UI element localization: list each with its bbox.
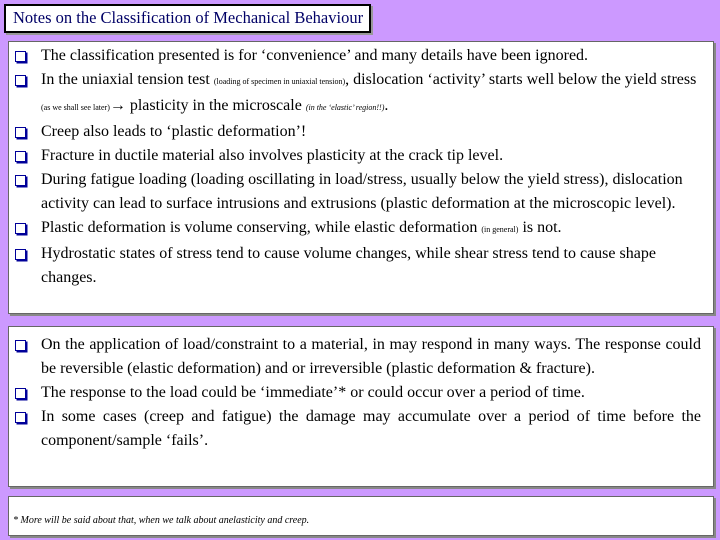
item-note: (in the ‘elastic’ region!!) bbox=[305, 103, 385, 112]
response-panel bbox=[8, 326, 714, 487]
square-bullet-icon bbox=[15, 412, 26, 423]
item-text: In the uniaxial tension test bbox=[41, 71, 214, 88]
list-item bbox=[15, 44, 701, 68]
footnote: * More will be said about that, when we talk about anelasticity and creep. bbox=[13, 515, 310, 526]
square-bullet-icon bbox=[15, 340, 26, 351]
square-bullet-icon bbox=[15, 151, 26, 162]
square-bullet-icon bbox=[15, 388, 26, 399]
item-text: Creep also leads to ‘plastic deformation’! bbox=[41, 123, 307, 140]
notes-panel bbox=[8, 41, 714, 314]
item-note: (as we shall see later) bbox=[41, 103, 110, 112]
list-item bbox=[15, 216, 701, 242]
square-bullet-icon bbox=[15, 127, 26, 138]
list-item bbox=[15, 381, 701, 405]
item-text: Plastic deformation is volume conserving, while elastic deformation bbox=[41, 219, 482, 236]
square-bullet-icon bbox=[15, 175, 26, 186]
item-text: . bbox=[384, 97, 389, 114]
list-item bbox=[15, 68, 701, 120]
item-note: (in general) bbox=[481, 225, 519, 234]
item-text: is not. bbox=[518, 219, 562, 236]
list-item bbox=[15, 120, 701, 144]
item-text: Hydrostatic states of stress tend to cause volume changes, while shear stress tend to cause shape changes. bbox=[41, 245, 656, 286]
item-text: In some cases (creep and fatigue) the damage may accumulate over a period of time before the component/sample ‘fails’. bbox=[41, 408, 701, 449]
footnote-panel bbox=[8, 496, 714, 536]
list-item bbox=[15, 242, 701, 290]
notes-list bbox=[15, 44, 701, 290]
item-text: The classification presented is for ‘convenience’ and many details have been ignored. bbox=[41, 47, 589, 64]
square-bullet-icon bbox=[15, 51, 26, 62]
page-title: Notes on the Classification of Mechanical Behaviour bbox=[4, 4, 371, 33]
item-text: The response to the load could be ‘immediate’* or could occur over a period of time. bbox=[41, 384, 585, 401]
list-item bbox=[15, 405, 701, 453]
square-bullet-icon bbox=[15, 249, 26, 260]
item-note: (loading of specimen in uniaxial tension) bbox=[213, 77, 346, 86]
item-text: → plasticity in the microscale bbox=[109, 97, 306, 114]
item-text: Fracture in ductile material also involves plasticity at the crack tip level. bbox=[41, 147, 504, 164]
list-item bbox=[15, 144, 701, 168]
item-text: On the application of load/constraint to a material, in may respond in many ways. The response could be reversible (elastic deformation) and or irreversible (plastic deformation & fracture). bbox=[41, 336, 701, 377]
response-list bbox=[15, 333, 701, 453]
list-item bbox=[15, 333, 701, 381]
list-item bbox=[15, 168, 701, 216]
item-text: During fatigue loading (loading oscillating in load/stress, usually below the yield stress), dislocation activity can lead to surface intrusions and extrusions (plastic deformation at the microscopic level). bbox=[41, 171, 683, 212]
item-text: , dislocation ‘activity’ starts well below the yield stress bbox=[345, 71, 697, 88]
square-bullet-icon bbox=[15, 223, 26, 234]
square-bullet-icon bbox=[15, 75, 26, 86]
